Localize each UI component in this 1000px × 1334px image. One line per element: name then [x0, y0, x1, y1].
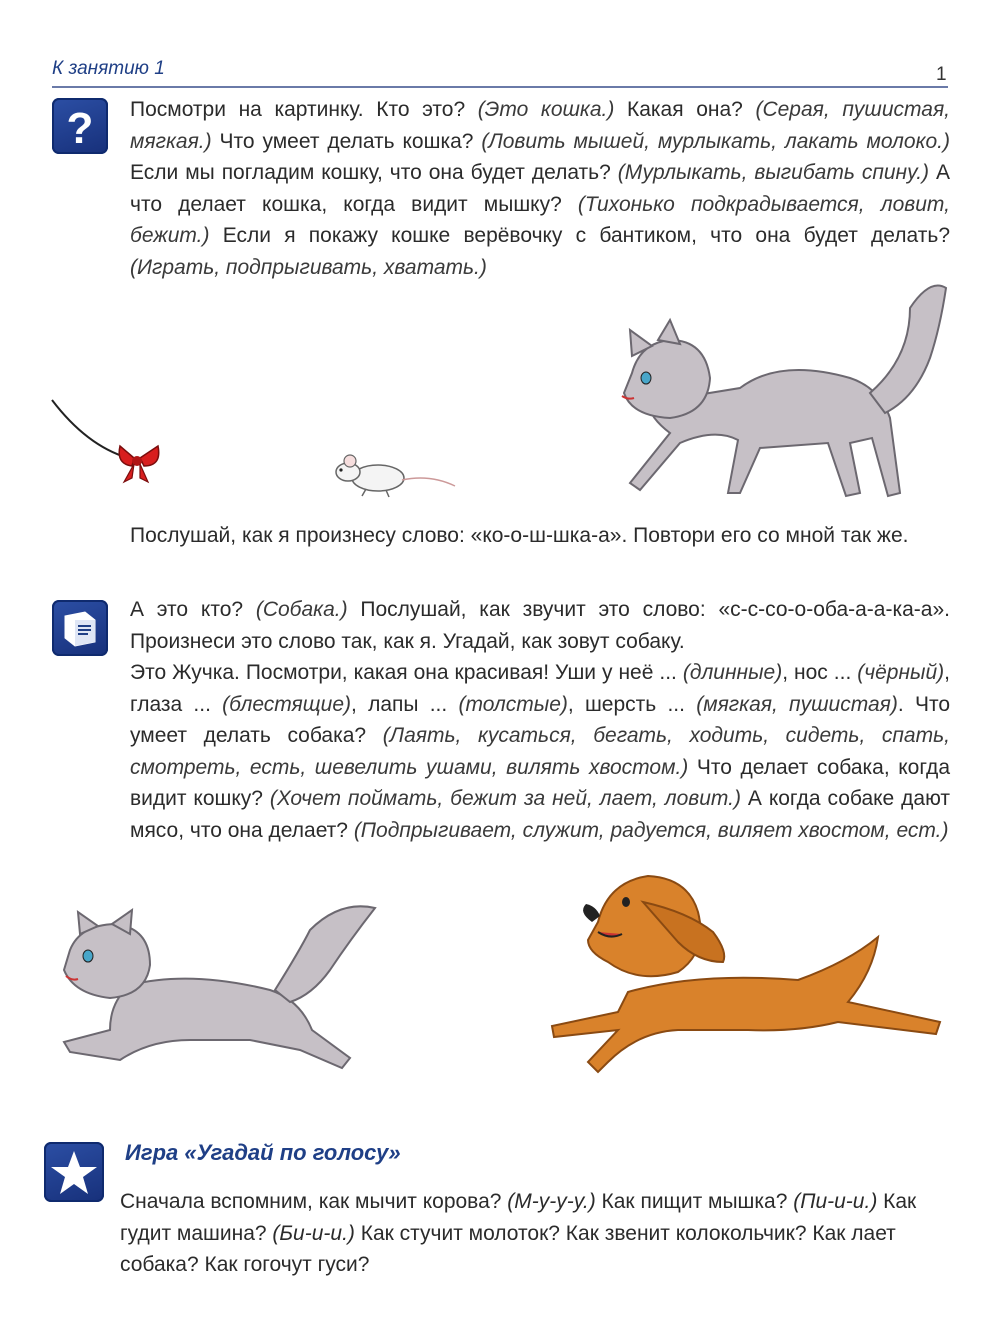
- question-text: , нос ...: [782, 661, 858, 684]
- game-paragraph: [120, 1186, 950, 1281]
- dog-answer-text: (Собака.): [255, 598, 348, 621]
- question-text: А что делает кошка, когда видит мышку?: [130, 161, 950, 216]
- walking-cat-illustration: [610, 268, 955, 503]
- question-text: Это Жучка. Посмотри, какая она красивая! Уши у неё ...: [130, 661, 683, 684]
- question-text: Что умеет делать кошка?: [211, 129, 482, 153]
- cat-questions-paragraph: [130, 94, 950, 283]
- question-text: Как стучит молоток? Как звенит колокольчик? Как лает собака? Как гогочут гуси?: [120, 1221, 896, 1276]
- book-icon: [52, 600, 108, 656]
- answer-text: (Тихонько подкрадывается, ловит, бежит.): [130, 192, 950, 247]
- question-text: , шерсть ...: [567, 692, 697, 716]
- svg-text:?: ?: [66, 104, 94, 153]
- question-text: Какая она?: [614, 98, 756, 121]
- answer-text: (Это кошка.): [477, 98, 615, 121]
- answer-text: (длинные): [682, 661, 783, 684]
- answer-text: (Би-и-и.): [272, 1221, 355, 1245]
- question-text: Как пищит мышка?: [595, 1190, 794, 1213]
- dog-listen-text: Послушай, как звучит это слово: «с-с-со-о-оба-а-а-ка-а». Произнеси это слово так, как я. Угадай, как зовут собаку.: [130, 598, 950, 653]
- question-text: Если я покажу кошке верёвочку с бантиком, что она будет делать?: [209, 224, 950, 247]
- answer-text: (блестящие): [222, 692, 352, 716]
- answer-text: (Мурлыкать, выгибать спину.): [617, 161, 930, 184]
- question-text: , лапы ...: [351, 692, 459, 716]
- game-title: Игра «Угадай по голосу»: [125, 1140, 401, 1165]
- dog-description-text: [130, 661, 950, 842]
- listen-word-paragraph: Послушай, как я произнесу слово: «ко-о-ш-шка-а». Повтори его со мной так же.: [130, 524, 909, 547]
- question-text: . Что умеет делать собака?: [130, 692, 951, 747]
- question-text: Как гудит машина?: [120, 1190, 917, 1245]
- question-text: Если мы погладим кошку, что она будет делать?: [130, 161, 618, 184]
- answer-text: (Лаять, кусаться, бегать, ходить, сидеть, спать, смотреть, есть, шевелить ушами, вилять хвостом.): [130, 724, 950, 779]
- bow-on-string-illustration: [50, 390, 170, 485]
- answer-text: (толстые): [458, 692, 568, 716]
- question-text: Сначала вспомним, как мычит корова?: [120, 1190, 508, 1213]
- answer-text: (Подпрыгивает, служит, радуется, виляет хвостом, ест.): [353, 818, 949, 842]
- page-number: 1: [936, 64, 947, 85]
- section-title: К занятию 1: [52, 58, 165, 79]
- answer-text: (Хочет поймать, бежит за ней, лает, ловит.): [269, 787, 741, 810]
- question-text: , глаза ...: [130, 661, 950, 716]
- answer-text: (Ловить мышей, мурлыкать, лакать молоко.): [481, 129, 950, 153]
- answer-text: (чёрный): [857, 661, 945, 684]
- question-text: А когда собаке дают мясо, что она делает?: [130, 787, 950, 842]
- dog-intro-text: А это кто?: [130, 598, 256, 621]
- dog-questions-paragraph: [130, 594, 950, 846]
- answer-text: (Играть, подпрыгивать, хватать.): [130, 255, 487, 279]
- answer-text: (Серая, пушистая, мягкая.): [130, 98, 950, 153]
- running-cat-illustration: [50, 890, 380, 1090]
- mouse-illustration: [330, 448, 460, 500]
- answer-text: (мягкая, пушистая): [696, 692, 898, 716]
- question-text: Что делает собака, когда видит кошку?: [130, 755, 950, 810]
- header-divider: [52, 86, 948, 88]
- star-icon: [44, 1142, 104, 1202]
- question-mark-icon: [52, 98, 108, 154]
- answer-text: (М-у-у-у.): [507, 1190, 596, 1213]
- running-dog-illustration: [548, 862, 948, 1087]
- question-text: Посмотри на картинку. Кто это?: [130, 98, 478, 121]
- answer-text: (Пи-и-и.): [793, 1190, 878, 1213]
